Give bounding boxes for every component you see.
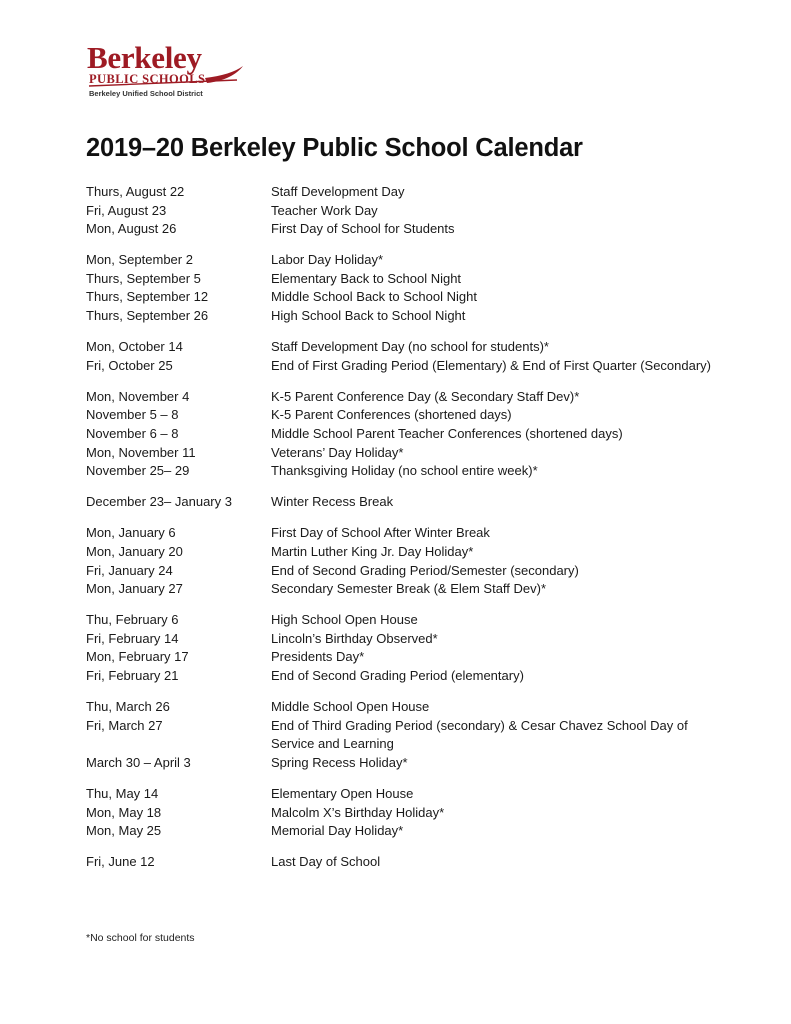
logo-swoosh-icon bbox=[87, 66, 247, 88]
entry-description: End of Third Grading Period (secondary) & Cesar Chavez School Day of Service and Learning bbox=[271, 717, 688, 752]
entry-description: Staff Development Day bbox=[271, 184, 405, 199]
calendar-entry bbox=[86, 580, 726, 599]
logo-subtitle: PUBLIC SCHOOLS bbox=[89, 72, 206, 86]
entry-date: Fri, March 27 bbox=[86, 717, 163, 733]
entry-description: End of Second Grading Period/Semester (secondary) bbox=[271, 562, 579, 578]
entry-date: November 25– 29 bbox=[86, 463, 190, 479]
entry-date: Thurs, September 12 bbox=[86, 289, 209, 305]
entry-date: Fri, October 25 bbox=[86, 357, 173, 373]
entry-date: November 6 – 8 bbox=[86, 426, 179, 442]
entry-description: Last Day of School bbox=[271, 854, 381, 870]
entry-description: K-5 Parent Conference Day (& Secondary Staff Dev)* bbox=[271, 388, 580, 404]
entry-description: Presidents Day* bbox=[271, 649, 365, 665]
entry-date: Mon, November 11 bbox=[86, 444, 196, 460]
entry-description: High School Back to School Night bbox=[271, 308, 466, 324]
entry-description: Thanksgiving Holiday (no school entire week)* bbox=[271, 463, 538, 479]
calendar-entry bbox=[86, 406, 726, 425]
entry-description: Staff Development Day (no school for students)* bbox=[271, 339, 549, 355]
entry-date: December 23– January 3 bbox=[86, 494, 232, 510]
calendar-entry bbox=[86, 667, 726, 686]
entry-description: Memorial Day Holiday* bbox=[271, 823, 404, 839]
entry-date: Thu, February 6 bbox=[86, 612, 179, 628]
entry-date: November 5 – 8 bbox=[86, 407, 179, 423]
entry-description: Malcolm X’s Birthday Holiday* bbox=[271, 804, 445, 820]
entry-date: Mon, September 2 bbox=[86, 252, 193, 268]
entry-description: First Day of School After Winter Break bbox=[271, 525, 490, 541]
calendar-entry bbox=[86, 717, 726, 754]
logo-district: Berkeley Unified School District bbox=[89, 89, 203, 98]
calendar-entry bbox=[86, 338, 726, 357]
entry-date: Mon, May 25 bbox=[86, 823, 162, 839]
entry-date: Thurs, August 22 bbox=[86, 184, 185, 199]
entry-date: Fri, February 21 bbox=[86, 668, 179, 684]
calendar-entry bbox=[86, 462, 726, 481]
calendar-entry bbox=[86, 524, 726, 543]
entry-description: Elementary Open House bbox=[271, 786, 414, 802]
entry-date: March 30 – April 3 bbox=[86, 754, 191, 770]
calendar-entry bbox=[86, 543, 726, 562]
entry-description: End of Second Grading Period (elementary) bbox=[271, 668, 524, 684]
entry-date: Fri, February 14 bbox=[86, 630, 179, 646]
entry-description: Labor Day Holiday* bbox=[271, 252, 384, 268]
entry-description: K-5 Parent Conferences (shortened days) bbox=[271, 407, 512, 423]
calendar-entry bbox=[86, 307, 726, 326]
calendar-entry bbox=[86, 493, 726, 512]
calendar-entry bbox=[86, 853, 726, 872]
entry-description: Middle School Back to School Night bbox=[271, 289, 477, 305]
calendar-entry bbox=[86, 251, 726, 270]
entry-date: Mon, February 17 bbox=[86, 649, 189, 665]
entry-date: Thu, May 14 bbox=[86, 786, 159, 802]
entry-description: High School Open House bbox=[271, 612, 418, 628]
entry-description: Winter Recess Break bbox=[271, 494, 394, 510]
entry-date: Mon, January 27 bbox=[86, 581, 183, 597]
entry-description: Spring Recess Holiday* bbox=[271, 754, 408, 770]
entry-description: Veterans’ Day Holiday* bbox=[271, 444, 404, 460]
entry-description: Middle School Open House bbox=[271, 699, 430, 715]
entry-description: Secondary Semester Break (& Elem Staff Dev)* bbox=[271, 581, 547, 597]
calendar-entry bbox=[86, 288, 726, 307]
calendar-entry bbox=[86, 425, 726, 444]
entry-date: Mon, January 20 bbox=[86, 544, 183, 559]
calendar-list bbox=[86, 183, 726, 872]
entry-description: Middle School Parent Teacher Conferences (shortened days) bbox=[271, 426, 623, 442]
district-logo bbox=[87, 40, 257, 98]
entry-date: Mon, November 4 bbox=[86, 388, 190, 404]
entry-description: Martin Luther King Jr. Day Holiday* bbox=[271, 544, 474, 559]
entry-date: Mon, January 6 bbox=[86, 525, 176, 541]
calendar-entry bbox=[86, 183, 726, 202]
entry-description: Lincoln’s Birthday Observed* bbox=[271, 630, 438, 646]
entry-date: Thurs, September 5 bbox=[86, 270, 201, 286]
calendar-entry bbox=[86, 785, 726, 804]
calendar-entry bbox=[86, 822, 726, 841]
calendar-entry bbox=[86, 444, 726, 463]
calendar-entry bbox=[86, 754, 726, 773]
calendar-entry bbox=[86, 698, 726, 717]
calendar-entry bbox=[86, 630, 726, 649]
entry-description: End of First Grading Period (Elementary) & End of First Quarter (Secondary) bbox=[271, 357, 712, 373]
calendar-entry bbox=[86, 388, 726, 407]
calendar-entry bbox=[86, 202, 726, 221]
calendar-entry bbox=[86, 804, 726, 823]
calendar-entry bbox=[86, 562, 726, 581]
entry-date: Mon, October 14 bbox=[86, 339, 183, 355]
calendar-entry bbox=[86, 357, 726, 376]
entry-date: Thurs, September 26 bbox=[86, 308, 209, 324]
entry-date: Mon, August 26 bbox=[86, 221, 177, 237]
calendar-entry bbox=[86, 648, 726, 667]
logo-name: Berkeley bbox=[87, 40, 202, 75]
entry-description: First Day of School for Students bbox=[271, 221, 455, 237]
entry-description: Elementary Back to School Night bbox=[271, 270, 462, 286]
entry-date: Mon, May 18 bbox=[86, 804, 162, 820]
entry-date: Fri, January 24 bbox=[86, 562, 173, 578]
entry-date: Fri, August 23 bbox=[86, 202, 167, 218]
page-title: 2019–20 Berkeley Public School Calendar bbox=[86, 134, 583, 162]
entry-description: Teacher Work Day bbox=[271, 202, 378, 218]
footnote: *No school for students bbox=[86, 932, 195, 944]
entry-date: Thu, March 26 bbox=[86, 699, 170, 715]
entry-date: Fri, June 12 bbox=[86, 854, 155, 870]
calendar-entry bbox=[86, 270, 726, 289]
calendar-entry bbox=[86, 220, 726, 239]
calendar-entry bbox=[86, 611, 726, 630]
